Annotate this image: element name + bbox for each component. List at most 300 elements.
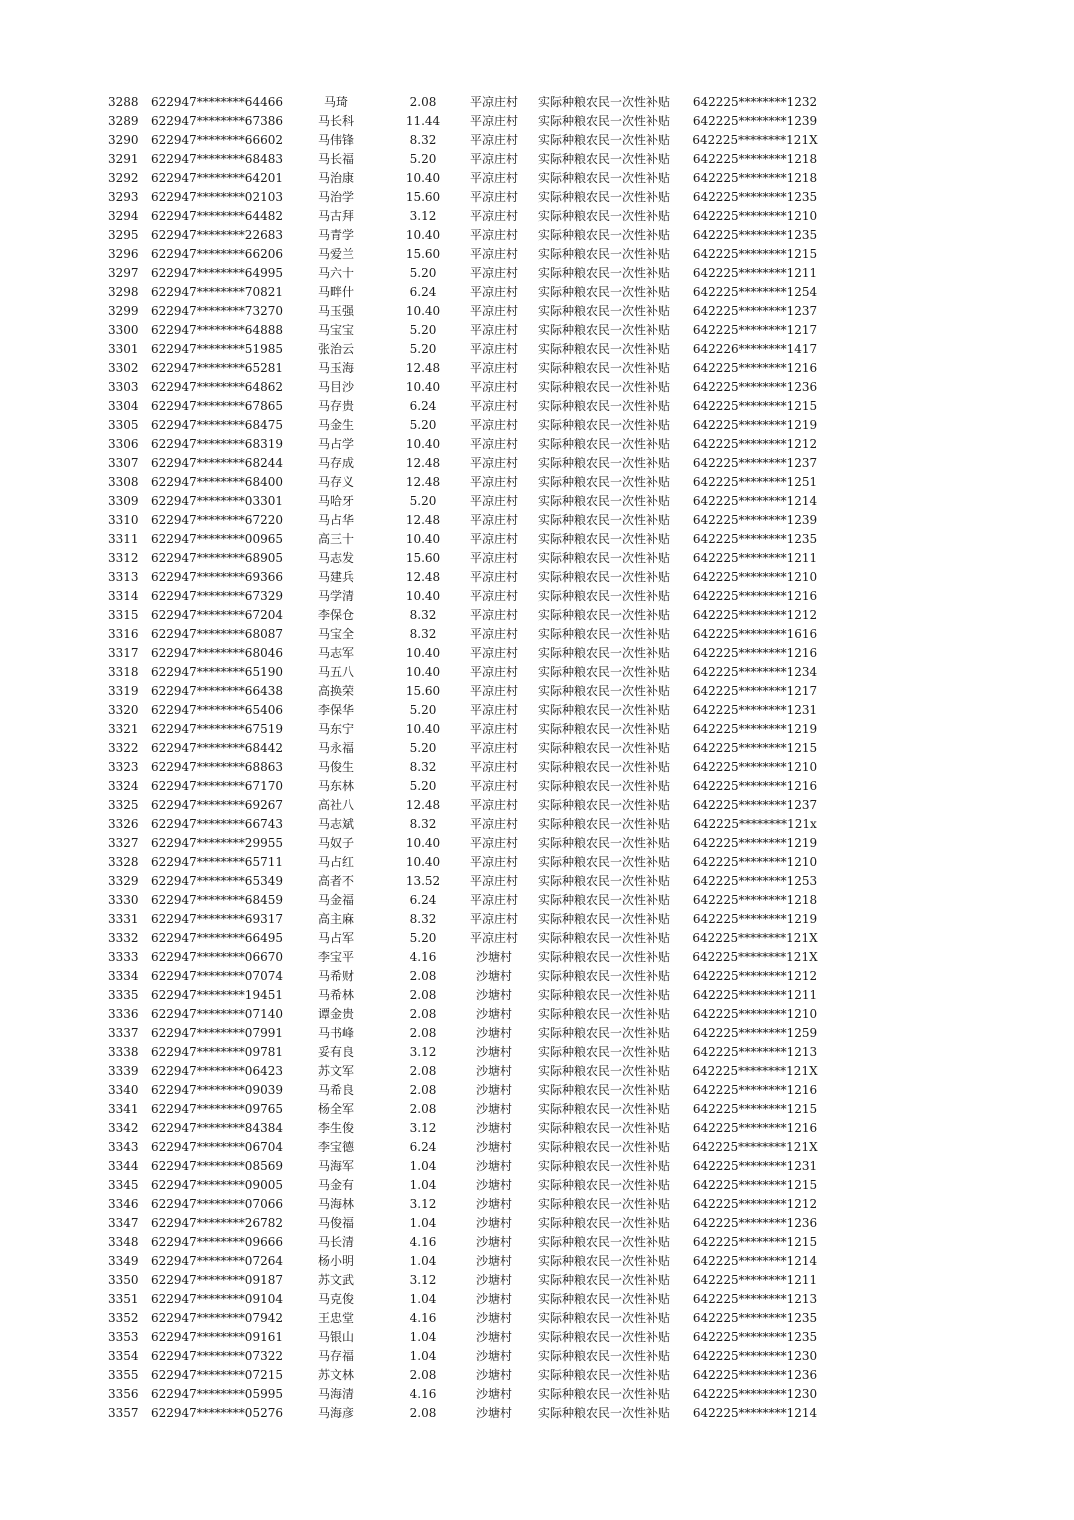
person-name: 马存义 [317, 475, 354, 489]
table-row [0, 663, 1074, 682]
row-number: 3354 [108, 1349, 139, 1363]
subsidy-amount: 5.20 [409, 494, 437, 508]
id-number: 642225********1235 [692, 1311, 818, 1325]
id-number: 642225********1210 [692, 1007, 818, 1021]
card-number: 622947********00965 [151, 532, 283, 546]
id-number: 642226********1417 [692, 342, 818, 356]
subsidy-type: 实际种粮农民一次性补贴 [537, 1292, 670, 1306]
row-number: 3317 [108, 646, 139, 660]
id-number: 642225********1237 [692, 798, 818, 812]
card-number: 622947********07066 [151, 1197, 283, 1211]
village-name: 平凉庄村 [469, 760, 518, 774]
row-number: 3342 [108, 1121, 139, 1135]
person-name: 苏文军 [317, 1064, 354, 1078]
subsidy-amount: 2.08 [409, 1406, 437, 1420]
subsidy-type: 实际种粮农民一次性补贴 [537, 532, 670, 546]
row-number: 3335 [108, 988, 139, 1002]
subsidy-type: 实际种粮农民一次性补贴 [537, 741, 670, 755]
row-number: 3295 [108, 228, 139, 242]
person-name: 马琦 [323, 95, 348, 109]
table-row [0, 910, 1074, 929]
village-name: 沙塘村 [475, 1330, 512, 1344]
id-number: 642225********1216 [692, 646, 818, 660]
table-row [0, 967, 1074, 986]
subsidy-amount: 13.52 [405, 874, 441, 888]
subsidy-type: 实际种粮农民一次性补贴 [537, 456, 670, 470]
id-number: 642225********1213 [692, 1045, 818, 1059]
subsidy-amount: 2.08 [409, 1007, 437, 1021]
id-number: 642225********1216 [692, 1083, 818, 1097]
subsidy-type: 实际种粮农民一次性补贴 [537, 1216, 670, 1230]
person-name: 李宝平 [317, 950, 354, 964]
subsidy-amount: 3.12 [409, 1273, 437, 1287]
person-name: 李生俊 [317, 1121, 354, 1135]
row-number: 3292 [108, 171, 139, 185]
id-number: 642225********1259 [692, 1026, 818, 1040]
card-number: 622947********26782 [151, 1216, 283, 1230]
row-number: 3340 [108, 1083, 139, 1097]
subsidy-amount: 1.04 [409, 1254, 437, 1268]
card-number: 622947********64482 [151, 209, 283, 223]
card-number: 622947********65406 [151, 703, 283, 717]
card-number: 622947********03301 [151, 494, 283, 508]
person-name: 马宝全 [317, 627, 354, 641]
card-number: 622947********69366 [151, 570, 283, 584]
id-number: 642225********1216 [692, 361, 818, 375]
card-number: 622947********09187 [151, 1273, 283, 1287]
person-name: 杨小明 [317, 1254, 354, 1268]
row-number: 3302 [108, 361, 139, 375]
village-name: 平凉庄村 [469, 418, 518, 432]
card-number: 622947********67865 [151, 399, 283, 413]
row-number: 3290 [108, 133, 139, 147]
village-name: 平凉庄村 [469, 532, 518, 546]
id-number: 642225********1236 [692, 380, 818, 394]
person-name: 马东宁 [317, 722, 354, 736]
subsidy-type: 实际种粮农民一次性补贴 [537, 1178, 670, 1192]
village-name: 平凉庄村 [469, 684, 518, 698]
row-number: 3304 [108, 399, 139, 413]
subsidy-type: 实际种粮农民一次性补贴 [537, 1406, 670, 1420]
row-number: 3293 [108, 190, 139, 204]
id-number: 642225********1218 [692, 893, 818, 907]
id-number: 642225********1216 [692, 779, 818, 793]
id-number: 642225********1216 [692, 1121, 818, 1135]
subsidy-type: 实际种粮农民一次性补贴 [537, 912, 670, 926]
row-number: 3352 [108, 1311, 139, 1325]
village-name: 平凉庄村 [469, 399, 518, 413]
card-number: 622947********67519 [151, 722, 283, 736]
person-name: 马海林 [317, 1197, 354, 1211]
id-number: 642225********1215 [692, 1178, 818, 1192]
card-number: 622947********09161 [151, 1330, 283, 1344]
row-number: 3307 [108, 456, 139, 470]
person-name: 马金生 [317, 418, 354, 432]
id-number: 642225********121X [692, 133, 818, 147]
subsidy-type: 实际种粮农民一次性补贴 [537, 988, 670, 1002]
id-number: 642225********1214 [692, 1406, 818, 1420]
row-number: 3348 [108, 1235, 139, 1249]
row-number: 3303 [108, 380, 139, 394]
village-name: 沙塘村 [475, 1159, 512, 1173]
id-number: 642225********1231 [692, 703, 818, 717]
village-name: 平凉庄村 [469, 361, 518, 375]
subsidy-type: 实际种粮农民一次性补贴 [537, 646, 670, 660]
id-number: 642225********1210 [692, 760, 818, 774]
table-row [0, 853, 1074, 872]
subsidy-type: 实际种粮农民一次性补贴 [537, 228, 670, 242]
row-number: 3318 [108, 665, 139, 679]
row-number: 3300 [108, 323, 139, 337]
id-number: 642225********1251 [692, 475, 818, 489]
subsidy-type: 实际种粮农民一次性补贴 [537, 589, 670, 603]
village-name: 平凉庄村 [469, 323, 518, 337]
row-number: 3350 [108, 1273, 139, 1287]
person-name: 马存成 [317, 456, 354, 470]
row-number: 3325 [108, 798, 139, 812]
person-name: 马海清 [317, 1387, 354, 1401]
table-row [0, 1024, 1074, 1043]
id-number: 642225********1235 [692, 190, 818, 204]
row-number: 3338 [108, 1045, 139, 1059]
subsidy-type: 实际种粮农民一次性补贴 [537, 513, 670, 527]
id-number: 642225********1215 [692, 1235, 818, 1249]
person-name: 马金福 [317, 893, 354, 907]
village-name: 平凉庄村 [469, 95, 518, 109]
subsidy-type: 实际种粮农民一次性补贴 [537, 893, 670, 907]
subsidy-type: 实际种粮农民一次性补贴 [537, 874, 670, 888]
village-name: 平凉庄村 [469, 247, 518, 261]
card-number: 622947********68046 [151, 646, 283, 660]
village-name: 平凉庄村 [469, 266, 518, 280]
row-number: 3337 [108, 1026, 139, 1040]
card-number: 622947********67170 [151, 779, 283, 793]
table-row [0, 948, 1074, 967]
table-row [0, 530, 1074, 549]
person-name: 马书峰 [317, 1026, 354, 1040]
subsidy-amount: 5.20 [409, 342, 437, 356]
row-number: 3315 [108, 608, 139, 622]
village-name: 平凉庄村 [469, 494, 518, 508]
row-number: 3312 [108, 551, 139, 565]
card-number: 622947********69267 [151, 798, 283, 812]
subsidy-amount: 1.04 [409, 1159, 437, 1173]
person-name: 马长福 [317, 152, 354, 166]
subsidy-type: 实际种粮农民一次性补贴 [537, 437, 670, 451]
id-number: 642225********1239 [692, 513, 818, 527]
subsidy-type: 实际种粮农民一次性补贴 [537, 1197, 670, 1211]
subsidy-type: 实际种粮农民一次性补贴 [537, 1083, 670, 1097]
card-number: 622947********67386 [151, 114, 283, 128]
table-row [0, 644, 1074, 663]
card-number: 622947********51985 [151, 342, 283, 356]
person-name: 马宝宝 [317, 323, 354, 337]
card-number: 622947********22683 [151, 228, 283, 242]
table-row [0, 568, 1074, 587]
subsidy-type: 实际种粮农民一次性补贴 [537, 209, 670, 223]
card-number: 622947********69317 [151, 912, 283, 926]
subsidy-amount: 5.20 [409, 931, 437, 945]
row-number: 3308 [108, 475, 139, 489]
id-number: 642225********1212 [692, 608, 818, 622]
row-number: 3351 [108, 1292, 139, 1306]
table-row [0, 1271, 1074, 1290]
subsidy-type: 实际种粮农民一次性补贴 [537, 418, 670, 432]
row-number: 3349 [108, 1254, 139, 1268]
table-row [0, 492, 1074, 511]
card-number: 622947********68475 [151, 418, 283, 432]
subsidy-amount: 8.32 [409, 912, 437, 926]
table-row [0, 454, 1074, 473]
subsidy-type: 实际种粮农民一次性补贴 [537, 551, 670, 565]
card-number: 622947********67204 [151, 608, 283, 622]
person-name: 马长清 [317, 1235, 354, 1249]
subsidy-type: 实际种粮农民一次性补贴 [537, 703, 670, 717]
subsidy-amount: 15.60 [405, 247, 441, 261]
row-number: 3331 [108, 912, 139, 926]
subsidy-type: 实际种粮农民一次性补贴 [537, 1387, 670, 1401]
village-name: 平凉庄村 [469, 171, 518, 185]
id-number: 642225********1236 [692, 1368, 818, 1382]
id-number: 642225********1235 [692, 228, 818, 242]
village-name: 沙塘村 [475, 1197, 512, 1211]
person-name: 李保华 [317, 703, 354, 717]
subsidy-amount: 3.12 [409, 1121, 437, 1135]
card-number: 622947********68400 [151, 475, 283, 489]
id-number: 642225********1237 [692, 304, 818, 318]
row-number: 3357 [108, 1406, 139, 1420]
id-number: 642225********1254 [692, 285, 818, 299]
id-number: 642225********1219 [692, 836, 818, 850]
person-name: 杨全军 [317, 1102, 354, 1116]
subsidy-amount: 12.48 [405, 361, 441, 375]
village-name: 平凉庄村 [469, 209, 518, 223]
id-number: 642225********1215 [692, 247, 818, 261]
table-row [0, 1062, 1074, 1081]
id-number: 642225********1214 [692, 1254, 818, 1268]
subsidy-type: 实际种粮农民一次性补贴 [537, 1368, 670, 1382]
subsidy-amount: 5.20 [409, 418, 437, 432]
subsidy-amount: 2.08 [409, 1064, 437, 1078]
card-number: 622947********07991 [151, 1026, 283, 1040]
person-name: 谭金贵 [317, 1007, 354, 1021]
village-name: 平凉庄村 [469, 741, 518, 755]
card-number: 622947********64862 [151, 380, 283, 394]
card-number: 622947********68244 [151, 456, 283, 470]
table-row [0, 929, 1074, 948]
card-number: 622947********09039 [151, 1083, 283, 1097]
table-row [0, 758, 1074, 777]
subsidy-type: 实际种粮农民一次性补贴 [537, 361, 670, 375]
person-name: 马占红 [317, 855, 354, 869]
person-name: 高社八 [317, 798, 354, 812]
card-number: 622947********64466 [151, 95, 283, 109]
village-name: 平凉庄村 [469, 114, 518, 128]
person-name: 王忠堂 [317, 1311, 354, 1325]
person-name: 高换荣 [317, 684, 354, 698]
subsidy-amount: 6.24 [409, 399, 437, 413]
village-name: 平凉庄村 [469, 855, 518, 869]
subsidy-type: 实际种粮农民一次性补贴 [537, 247, 670, 261]
subsidy-amount: 8.32 [409, 608, 437, 622]
id-number: 642225********121X [692, 950, 818, 964]
row-number: 3324 [108, 779, 139, 793]
person-name: 张治云 [317, 342, 354, 356]
person-name: 马银山 [317, 1330, 354, 1344]
village-name: 平凉庄村 [469, 152, 518, 166]
row-number: 3291 [108, 152, 139, 166]
card-number: 622947********68442 [151, 741, 283, 755]
village-name: 平凉庄村 [469, 285, 518, 299]
subsidy-type: 实际种粮农民一次性补贴 [537, 950, 670, 964]
village-name: 沙塘村 [475, 1045, 512, 1059]
person-name: 马目沙 [317, 380, 354, 394]
subsidy-amount: 10.40 [405, 836, 441, 850]
id-number: 642225********1219 [692, 912, 818, 926]
subsidy-amount: 10.40 [405, 171, 441, 185]
subsidy-amount: 8.32 [409, 133, 437, 147]
village-name: 沙塘村 [475, 1273, 512, 1287]
person-name: 苏文林 [317, 1368, 354, 1382]
person-name: 马东林 [317, 779, 354, 793]
subsidy-amount: 4.16 [409, 950, 437, 964]
id-number: 642225********121X [692, 1140, 818, 1154]
card-number: 622947********29955 [151, 836, 283, 850]
subsidy-amount: 10.40 [405, 665, 441, 679]
subsidy-type: 实际种粮农民一次性补贴 [537, 95, 670, 109]
village-name: 平凉庄村 [469, 703, 518, 717]
row-number: 3305 [108, 418, 139, 432]
table-row [0, 226, 1074, 245]
row-number: 3323 [108, 760, 139, 774]
table-row [0, 1119, 1074, 1138]
person-name: 高三十 [317, 532, 354, 546]
row-number: 3299 [108, 304, 139, 318]
subsidy-type: 实际种粮农民一次性补贴 [537, 627, 670, 641]
subsidy-amount: 11.44 [405, 114, 441, 128]
row-number: 3296 [108, 247, 139, 261]
row-number: 3327 [108, 836, 139, 850]
person-name: 马志发 [317, 551, 354, 565]
person-name: 马爱兰 [317, 247, 354, 261]
village-name: 平凉庄村 [469, 513, 518, 527]
card-number: 622947********73270 [151, 304, 283, 318]
subsidy-type: 实际种粮农民一次性补贴 [537, 722, 670, 736]
subsidy-amount: 10.40 [405, 437, 441, 451]
row-number: 3345 [108, 1178, 139, 1192]
id-number: 642225********1213 [692, 1292, 818, 1306]
village-name: 沙塘村 [475, 1311, 512, 1325]
subsidy-amount: 4.16 [409, 1387, 437, 1401]
subsidy-amount: 12.48 [405, 456, 441, 470]
table-row [0, 397, 1074, 416]
card-number: 622947********07215 [151, 1368, 283, 1382]
id-number: 642225********1219 [692, 418, 818, 432]
row-number: 3314 [108, 589, 139, 603]
subsidy-type: 实际种粮农民一次性补贴 [537, 1349, 670, 1363]
person-name: 马占军 [317, 931, 354, 945]
row-number: 3310 [108, 513, 139, 527]
subsidy-type: 实际种粮农民一次性补贴 [537, 152, 670, 166]
row-number: 3344 [108, 1159, 139, 1173]
id-number: 642225********121x [693, 817, 817, 831]
subsidy-amount: 2.08 [409, 988, 437, 1002]
village-name: 平凉庄村 [469, 570, 518, 584]
card-number: 622947********65281 [151, 361, 283, 375]
person-name: 马占华 [317, 513, 354, 527]
table-row [0, 188, 1074, 207]
subsidy-amount: 5.20 [409, 266, 437, 280]
id-number: 642225********1232 [692, 95, 818, 109]
id-number: 642225********1210 [692, 209, 818, 223]
village-name: 平凉庄村 [469, 798, 518, 812]
row-number: 3346 [108, 1197, 139, 1211]
table-row [0, 511, 1074, 530]
table-row [0, 150, 1074, 169]
subsidy-amount: 1.04 [409, 1330, 437, 1344]
subsidy-amount: 2.08 [409, 1102, 437, 1116]
table-row [0, 1081, 1074, 1100]
table-row [0, 682, 1074, 701]
table-row [0, 1195, 1074, 1214]
card-number: 622947********64888 [151, 323, 283, 337]
person-name: 马海军 [317, 1159, 354, 1173]
subsidy-amount: 8.32 [409, 627, 437, 641]
id-number: 642225********1237 [692, 456, 818, 470]
subsidy-type: 实际种粮农民一次性补贴 [537, 969, 670, 983]
village-name: 沙塘村 [475, 950, 512, 964]
village-name: 沙塘村 [475, 1387, 512, 1401]
person-name: 马希林 [317, 988, 354, 1002]
subsidy-type: 实际种粮农民一次性补贴 [537, 665, 670, 679]
person-name: 马存贵 [317, 399, 354, 413]
card-number: 622947********68087 [151, 627, 283, 641]
table-row [0, 264, 1074, 283]
row-number: 3298 [108, 285, 139, 299]
subsidy-amount: 2.08 [409, 1083, 437, 1097]
table-row [0, 1347, 1074, 1366]
id-number: 642225********1217 [692, 684, 818, 698]
subsidy-type: 实际种粮农民一次性补贴 [537, 266, 670, 280]
row-number: 3321 [108, 722, 139, 736]
table-row [0, 1328, 1074, 1347]
subsidy-amount: 2.08 [409, 1368, 437, 1382]
subsidy-type: 实际种粮农民一次性补贴 [537, 817, 670, 831]
table-row [0, 1252, 1074, 1271]
row-number: 3347 [108, 1216, 139, 1230]
table-row [0, 473, 1074, 492]
person-name: 马克俊 [317, 1292, 354, 1306]
id-number: 642225********1235 [692, 1330, 818, 1344]
card-number: 622947********02103 [151, 190, 283, 204]
person-name: 马奴子 [317, 836, 354, 850]
subsidy-amount: 5.20 [409, 779, 437, 793]
table-row [0, 1138, 1074, 1157]
row-number: 3333 [108, 950, 139, 964]
id-number: 642225********1616 [692, 627, 818, 641]
village-name: 沙塘村 [475, 1292, 512, 1306]
subsidy-amount: 3.12 [409, 1197, 437, 1211]
person-name: 马畔什 [317, 285, 354, 299]
id-number: 642225********1218 [692, 152, 818, 166]
card-number: 622947********09005 [151, 1178, 283, 1192]
card-number: 622947********06670 [151, 950, 283, 964]
village-name: 平凉庄村 [469, 836, 518, 850]
card-number: 622947********09765 [151, 1102, 283, 1116]
person-name: 马金有 [317, 1178, 354, 1192]
row-number: 3353 [108, 1330, 139, 1344]
village-name: 平凉庄村 [469, 912, 518, 926]
